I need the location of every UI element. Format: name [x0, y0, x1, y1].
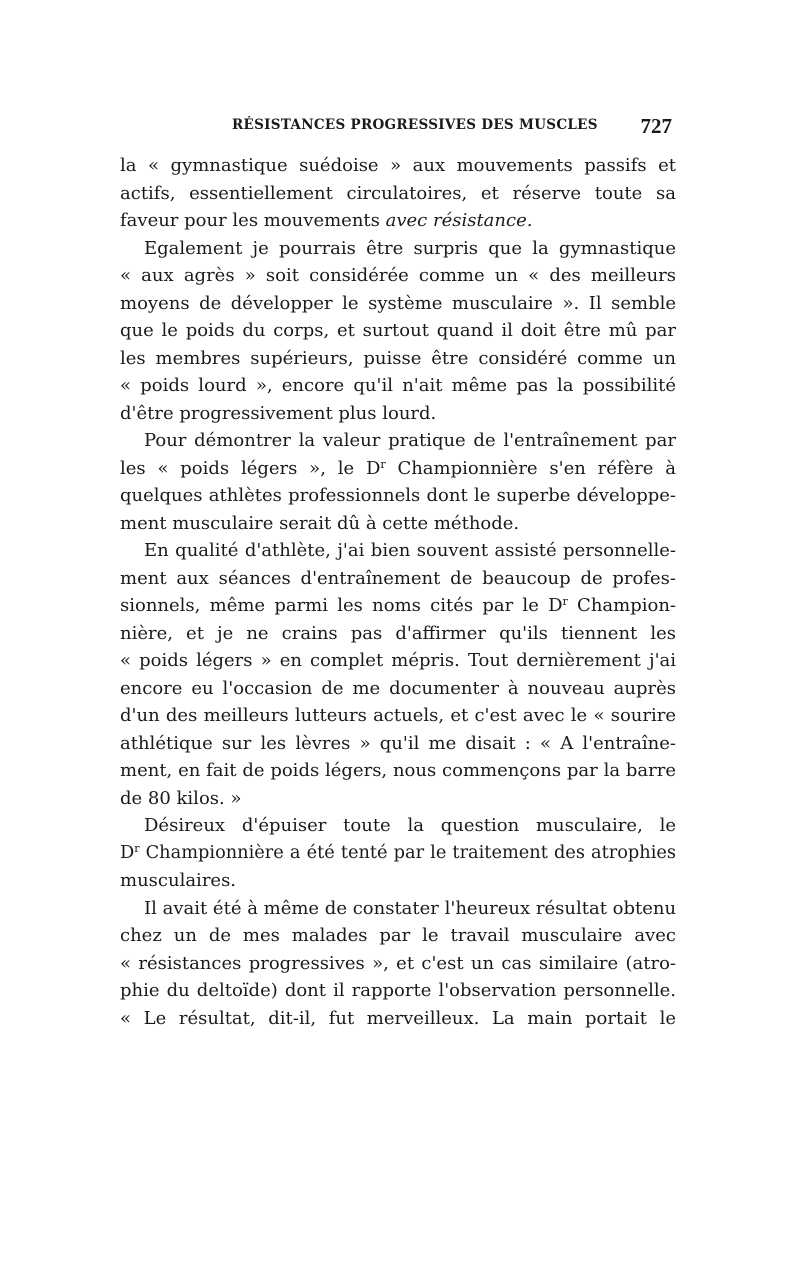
text-line: les membres supérieurs, puisse être considéré comme un: [120, 347, 676, 369]
text-run: D: [120, 842, 135, 863]
text-line: [120, 840, 676, 868]
body-text: [120, 152, 676, 1032]
superscript: r: [380, 457, 386, 471]
text-run: sionnels, même parmi les noms cités par le D: [120, 595, 563, 616]
running-title: RÉSISTANCES PROGRESSIVES DES MUSCLES: [232, 117, 598, 133]
text-line: « aux agrès » soit considérée comme un « des meilleurs: [120, 265, 676, 286]
text-line: musculaires.: [120, 870, 237, 891]
text-line: d'être progressivement plus lourd.: [120, 402, 437, 424]
superscript: r: [134, 841, 140, 855]
text-run: faveur pour les mouvements: [120, 210, 386, 231]
text-line: « résistances progressives », et c'est un cas similaire (atro-: [120, 952, 676, 974]
text-line: de 80 kilos. »: [120, 787, 242, 809]
text-line: d'un des meilleurs lutteurs actuels, et c'est avec le « sourire: [120, 705, 676, 726]
text-line: [120, 207, 676, 235]
paragraph-start-line: Egalement je pourrais être surpris que la gymnastique: [144, 237, 676, 259]
text-line: chez un de mes malades par le travail musculaire avec: [120, 925, 676, 946]
text-line: quelques athlètes professionnels dont le superbe développe-: [120, 485, 676, 506]
text-line: « poids légers » en complet mépris. Tout dernièrement j'ai: [120, 650, 676, 671]
text-line: [120, 455, 676, 483]
running-head: [120, 114, 676, 141]
text-run: les « poids légers », le D: [120, 457, 381, 479]
text-line: ment musculaire serait dû à cette méthode.: [120, 512, 520, 534]
text-line: « Le résultat, dit-il, fut merveilleux. La main portait le: [120, 1007, 676, 1029]
text-line: phie du deltoïde) dont il rapporte l'observation personnelle.: [120, 980, 676, 1001]
text-line: [120, 592, 676, 620]
text-line: athlétique sur les lèvres » qu'il me disait : « A l'entraîne-: [120, 732, 676, 754]
text-line: ment, en fait de poids légers, nous commençons par la barre: [120, 760, 676, 781]
text-line: encore eu l'occasion de me documenter à nouveau auprès: [120, 677, 676, 699]
text-line: que le poids du corps, et surtout quand il doit être mû par: [120, 320, 676, 341]
paragraph-start-line: Pour démontrer la valeur pratique de l'entraînement par: [144, 430, 676, 451]
text-line: actifs, essentiellement circulatoires, et réserve toute sa: [120, 182, 676, 204]
text-line: nière, et je ne crains pas d'affirmer qu'ils tiennent les: [120, 622, 676, 644]
text-run: Championnière s'en réfère à: [385, 457, 676, 479]
text-line: « poids lourd », encore qu'il n'ait même pas la possibilité: [120, 375, 676, 396]
page-number: 727: [640, 114, 672, 138]
text-run: Champion-: [567, 595, 676, 616]
italic-emphasis: avec résistance.: [385, 210, 533, 231]
paragraph-start-line: En qualité d'athlète, j'ai bien souvent assisté personnelle-: [144, 540, 676, 561]
paragraph-start-line: Désireux d'épuiser toute la question musculaire, le: [144, 815, 676, 836]
text-line: moyens de développer le système musculaire ». Il semble: [120, 292, 676, 314]
superscript: r: [562, 595, 568, 608]
text-line: ment aux séances d'entraînement de beaucoup de profes-: [120, 567, 676, 589]
paragraph-start-line: Il avait été à même de constater l'heureux résultat obtenu: [144, 897, 677, 919]
text-line: la « gymnastique suédoise » aux mouvements passifs et: [120, 155, 676, 176]
text-run: Championnière a été tenté par le traitement des atrophies: [139, 842, 676, 863]
